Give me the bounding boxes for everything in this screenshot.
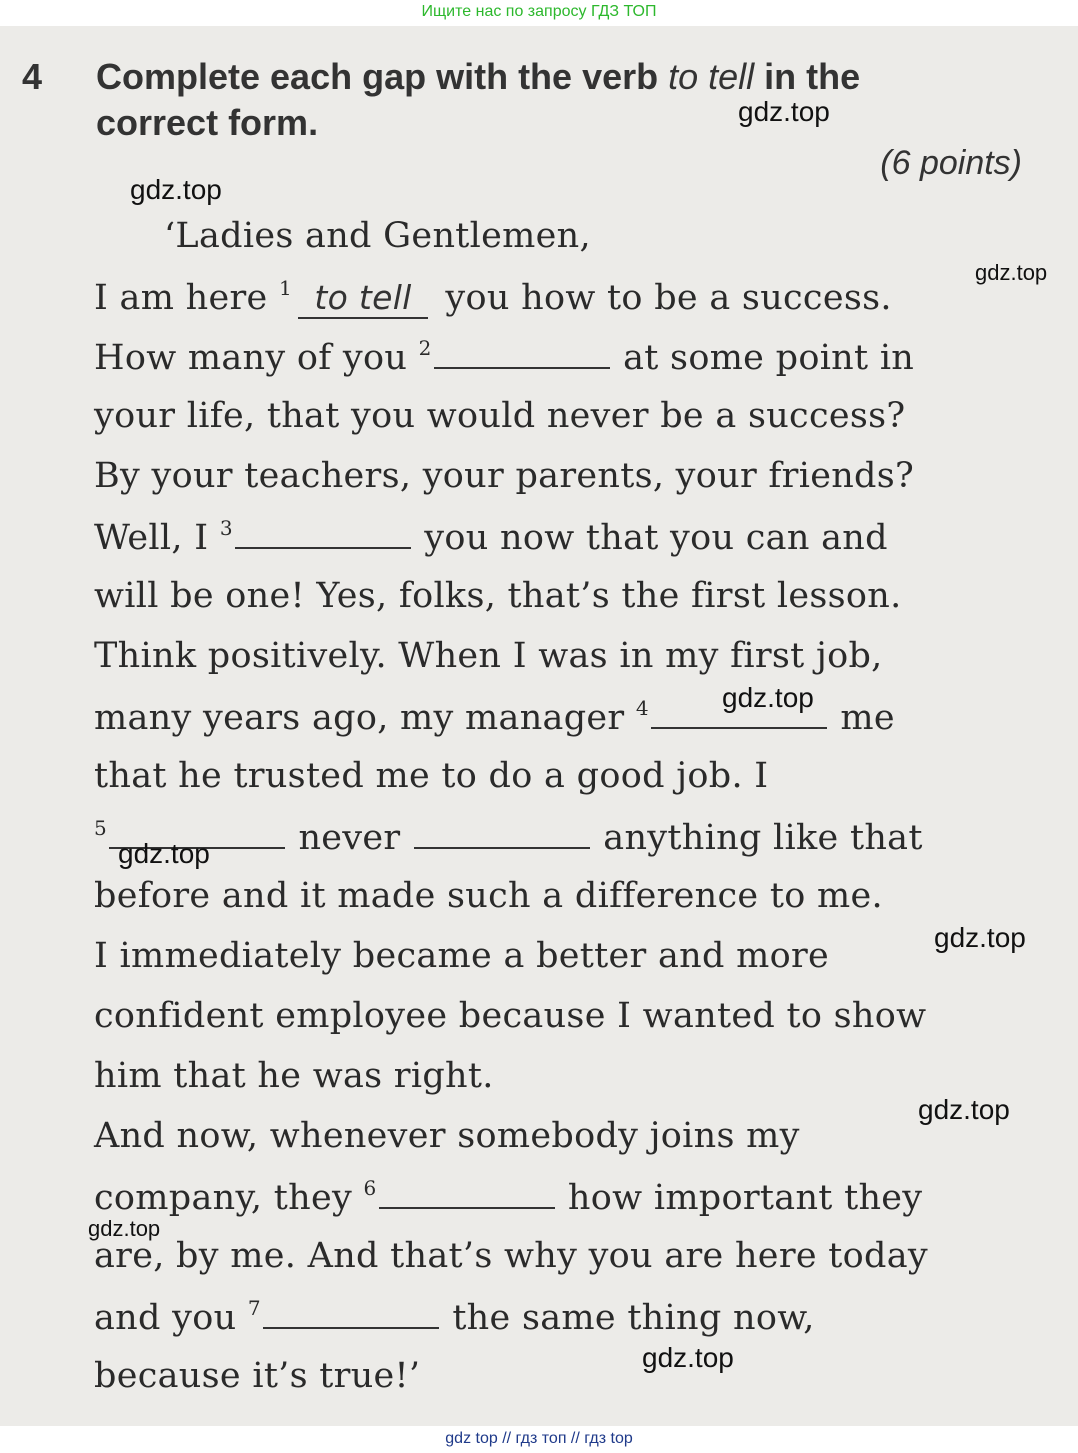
task-number: 4: [22, 56, 43, 97]
watermark: gdz.top: [934, 922, 1026, 953]
textbook-page: [0, 26, 1078, 1426]
gap-5b[interactable]: [414, 817, 590, 849]
text-segment: the same thing now,: [440, 1298, 815, 1338]
task-title-italic: to tell: [668, 56, 755, 97]
gap-number: 5: [94, 816, 108, 840]
text-line-3: [94, 336, 914, 378]
gap-6[interactable]: [379, 1177, 555, 1209]
bottom-banner[interactable]: gdz top // гдз топ // гдз top: [0, 1426, 1078, 1453]
gap-1-filled: to tell: [298, 278, 428, 319]
watermark: gdz.top: [918, 1094, 1010, 1125]
text-segment: me: [828, 698, 895, 738]
text-line-17: [94, 1176, 922, 1218]
text-segment: I am here: [94, 278, 279, 318]
watermark: gdz.top: [88, 1216, 161, 1241]
task-title-part2: in the: [754, 56, 861, 97]
gap-2[interactable]: [434, 337, 610, 369]
text-segment: anything like that: [591, 818, 923, 858]
top-banner[interactable]: Ищите нас по запросу ГДЗ ТОП: [0, 0, 1078, 26]
text-line-7: will be one! Yes, folks, that’s the first lesson.: [94, 576, 902, 616]
text-line-4: your life, that you would never be a success?: [94, 396, 906, 436]
text-segment: never: [287, 818, 412, 858]
watermark: gdz.top: [130, 174, 222, 205]
gap-number: 6: [363, 1176, 377, 1200]
task-title: [96, 54, 996, 146]
watermark: gdz.top: [642, 1342, 734, 1373]
text-segment: you how to be a success.: [434, 278, 892, 318]
text-line-8: Think positively. When I was in my first job,: [94, 636, 883, 676]
text-line-19: [94, 1296, 815, 1338]
text-line-20: because it’s true!’: [94, 1356, 421, 1396]
gap-number: 3: [219, 516, 233, 540]
watermark: gdz.top: [722, 682, 814, 713]
text-line-11: [94, 816, 923, 858]
text-line-5: By your teachers, your parents, your friends?: [94, 456, 915, 496]
text-segment: many years ago, my manager: [94, 698, 636, 738]
text-line-10: that he trusted me to do a good job. I: [94, 756, 769, 796]
task-title-part1: Complete each gap with the verb: [96, 56, 669, 97]
text-line-2: [94, 276, 892, 319]
text-line-13: I immediately became a better and more: [94, 936, 830, 976]
text-line-6: [94, 516, 888, 558]
watermark: gdz.top: [118, 838, 210, 869]
gap-number: 7: [247, 1296, 261, 1320]
text-segment: at some point in: [611, 338, 915, 378]
text-line-14: confident employee because I wanted to show: [94, 996, 927, 1036]
text-segment: company, they: [94, 1178, 364, 1218]
text-segment: you now that you can and: [412, 518, 888, 558]
text-segment: and you: [94, 1298, 248, 1338]
text-segment: Well, I: [94, 518, 220, 558]
task-title-line2: correct form.: [96, 102, 319, 143]
text-line-1: ‘Ladies and Gentlemen,: [164, 216, 591, 256]
gap-3[interactable]: [235, 517, 411, 549]
watermark: gdz.top: [738, 96, 830, 127]
text-line-15: him that he was right.: [94, 1056, 494, 1096]
text-line-12: before and it made such a difference to me.: [94, 876, 883, 916]
gap-number: 2: [418, 336, 432, 360]
task-points: (6 points): [880, 144, 1022, 182]
gap-7[interactable]: [263, 1297, 439, 1329]
gap-number: 4: [635, 696, 649, 720]
gap-number: 1: [278, 276, 292, 300]
text-segment: how important they: [556, 1178, 923, 1218]
text-segment: How many of you: [94, 338, 419, 378]
text-line-16: And now, whenever somebody joins my: [94, 1116, 800, 1156]
text-line-18: are, by me. And that’s why you are here today: [94, 1236, 928, 1276]
watermark: gdz.top: [975, 260, 1048, 285]
